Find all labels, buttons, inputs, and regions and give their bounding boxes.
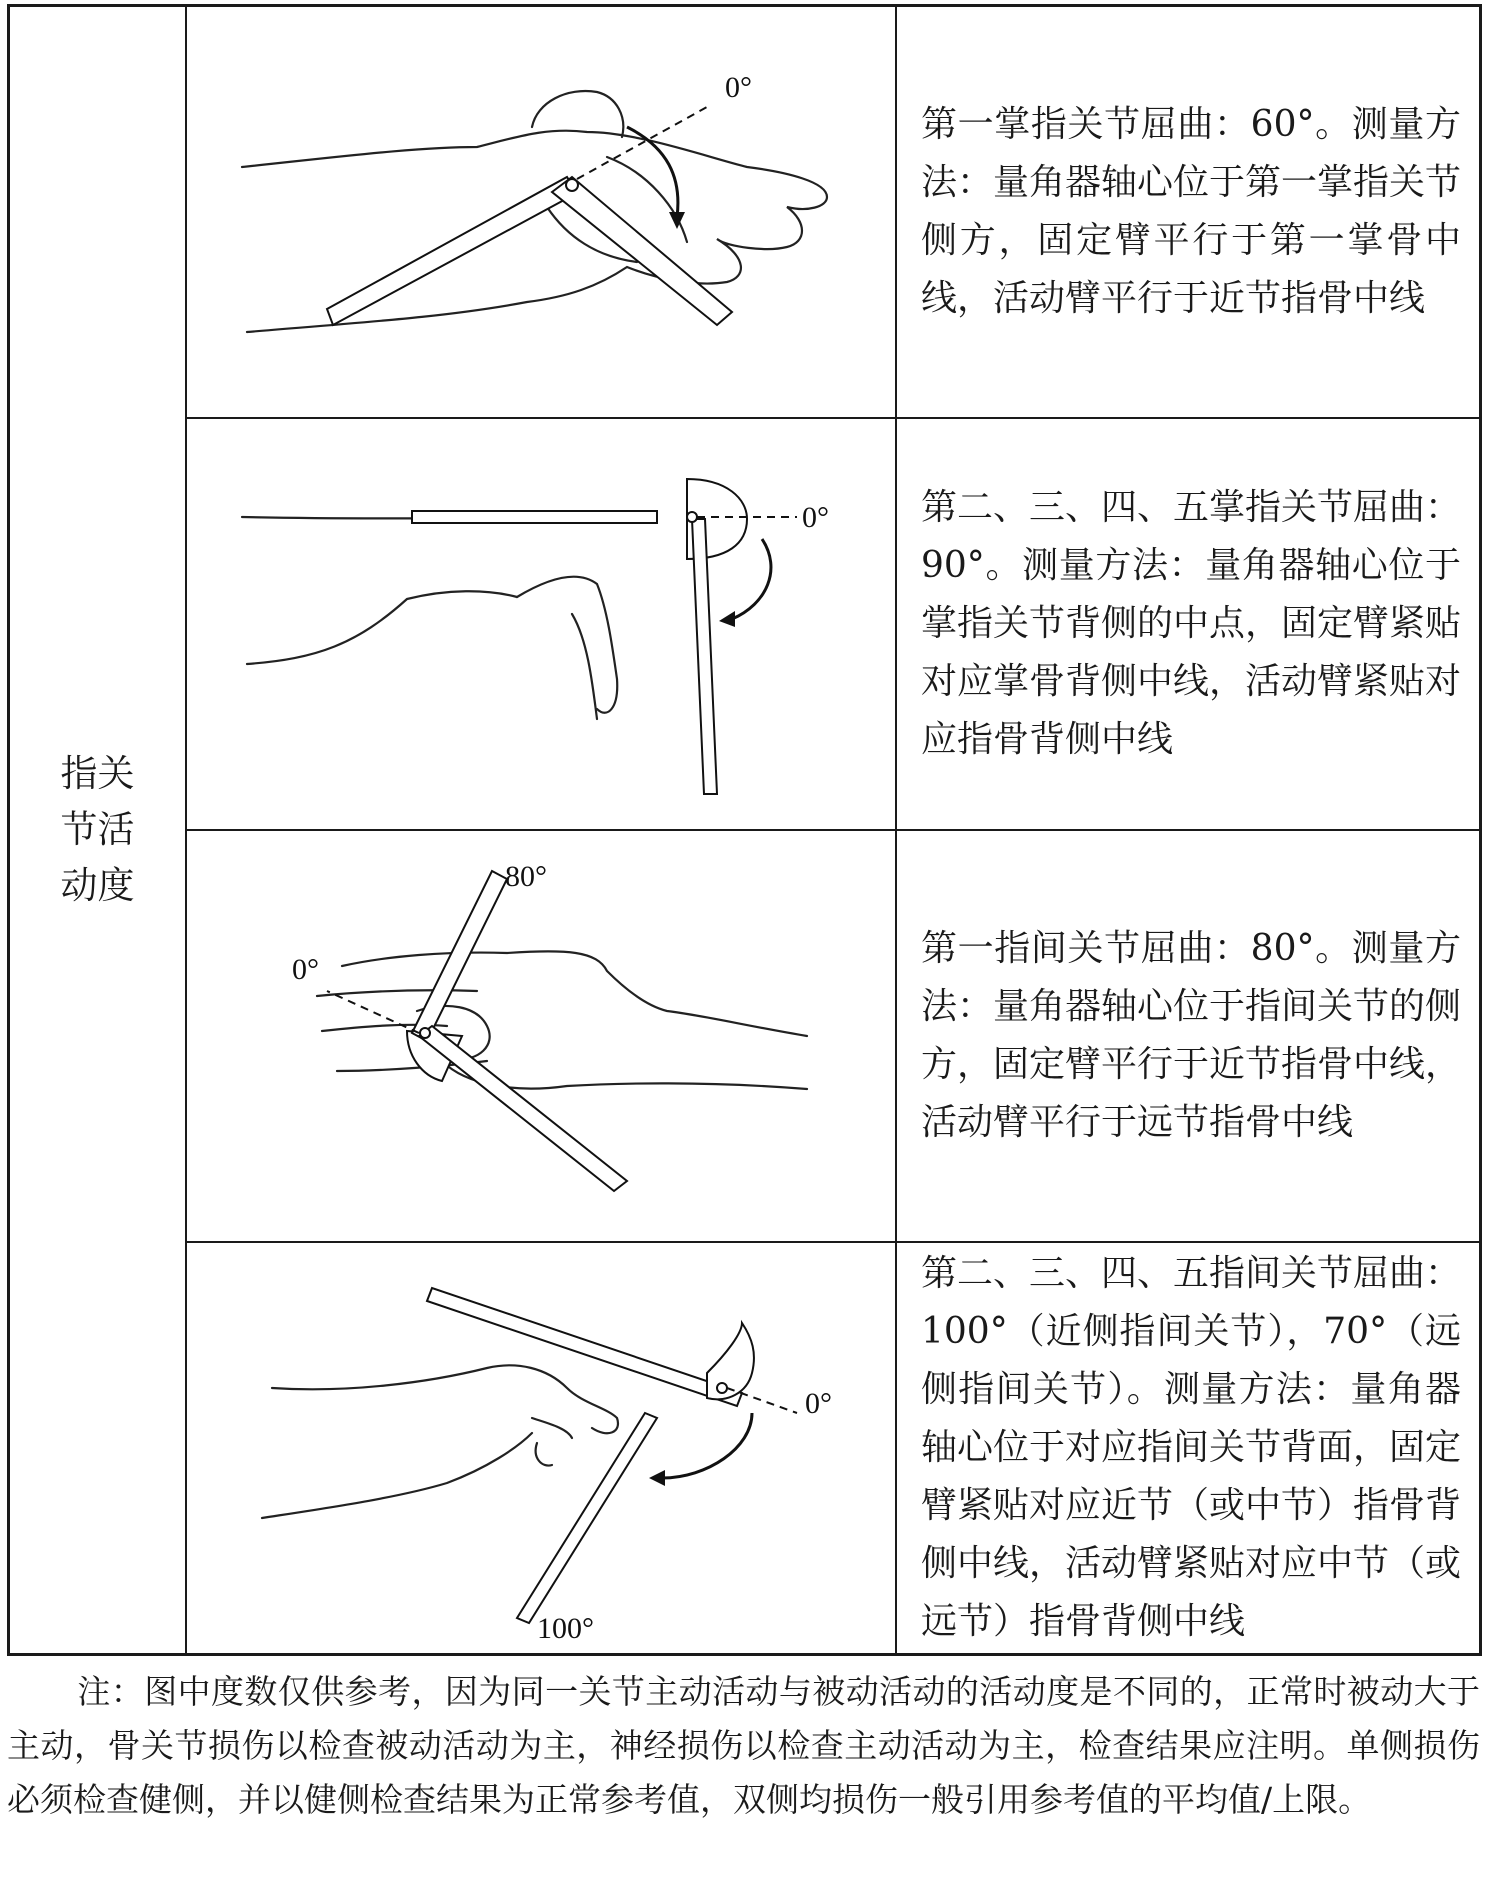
table-row [9, 418, 1481, 830]
angle-label: 0° [805, 1387, 832, 1420]
footnote [7, 1665, 1480, 1827]
finger-mcp-flexion-illustration [187, 419, 895, 829]
angle-label: 100° [537, 1612, 594, 1645]
thumb-mcp-flexion-illustration [187, 7, 895, 417]
description-text: 第一指间关节屈曲：80°。测量方法：量角器轴心位于指间关节的侧方，固定臂平行于近节指骨中线，活动臂平行于远节指骨中线 [921, 928, 1462, 1143]
illustration-cell-2 [186, 418, 896, 830]
description-cell-3 [896, 830, 1481, 1242]
table-row [9, 1242, 1481, 1655]
table-row [9, 830, 1481, 1242]
finger-ip-flexion-illustration [187, 1243, 895, 1653]
region-label-cell [9, 6, 187, 1655]
description-cell-4 [896, 1242, 1481, 1655]
illustration-cell-3 [186, 830, 896, 1242]
rom-table [7, 4, 1482, 1656]
illustration-cell-4 [186, 1242, 896, 1655]
description-text: 第一掌指关节屈曲：60°。测量方法：量角器轴心位于第一掌指关节侧方，固定臂平行于第一掌骨中线，活动臂平行于近节指骨中线 [921, 104, 1462, 319]
description-text: 第二、三、四、五指间关节屈曲：100°（近侧指间关节），70°（远侧指间关节）。测量方法：量角器轴心位于对应指间关节背面，固定臂紧贴对应近节（或中节）指骨背侧中线，活动臂紧贴对应中节（或远节）指骨背侧中线 [921, 1253, 1462, 1642]
angle-label: 0° [292, 953, 319, 986]
illustration-cell-1 [186, 6, 896, 419]
description-cell-2 [896, 418, 1481, 830]
footnote-text: 注：图中度数仅供参考，因为同一关节主动活动与被动活动的活动度是不同的，正常时被动大于主动，骨关节损伤以检查被动活动为主，神经损伤以检查主动活动为主，检查结果应注明。单侧损伤必须检查健侧，并以健侧检查结果为正常参考值，双侧均损伤一般引用参考值的平均值/上限。 [7, 1672, 1480, 1819]
description-cell-1 [896, 6, 1481, 419]
thumb-ip-flexion-illustration [187, 831, 895, 1241]
angle-label: 0° [725, 71, 752, 104]
table-row [9, 6, 1481, 419]
region-label: 指关节活动度 [60, 752, 135, 907]
description-text: 第二、三、四、五掌指关节屈曲：90°。测量方法：量角器轴心位于掌指关节背侧的中点，固定臂紧贴对应掌骨背侧中线，活动臂紧贴对应指骨背侧中线 [921, 487, 1462, 760]
angle-label: 80° [505, 860, 547, 893]
angle-label: 0° [802, 501, 829, 534]
